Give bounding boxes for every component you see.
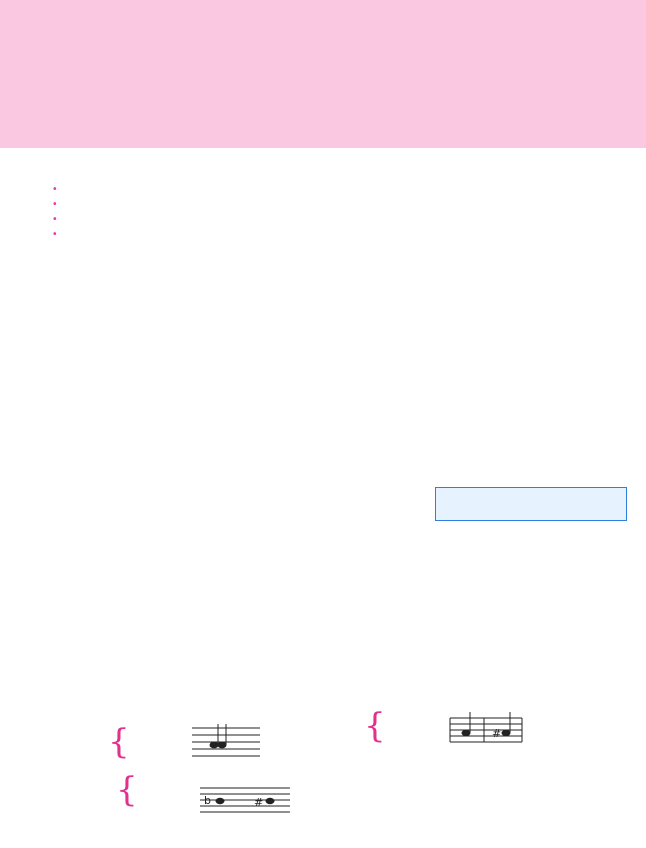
s1-item-duracion: • [52,214,58,225]
svg-text:b: b [204,794,211,807]
s1-item-intensidad: • [52,199,58,210]
s1-item-timbre: • [52,229,58,240]
enarmonia-staff [200,784,292,814]
duration-waves [72,390,562,418]
homonimo-staff [448,712,524,752]
unisono-brace: { [108,722,130,762]
piano-keyboard [318,760,436,830]
timbre-waves [58,448,588,478]
unisono-staff [192,722,262,768]
svg-text:#: # [254,796,264,809]
frequency-waves [60,286,530,332]
enarmonia-brace: { [116,770,138,810]
amplitude-waves [66,344,616,372]
svg-text:#: # [492,727,502,740]
header-banner [0,0,646,148]
elements-box [435,487,627,521]
s1-item-altura: • [52,184,58,195]
homonimo-brace: { [364,706,386,746]
